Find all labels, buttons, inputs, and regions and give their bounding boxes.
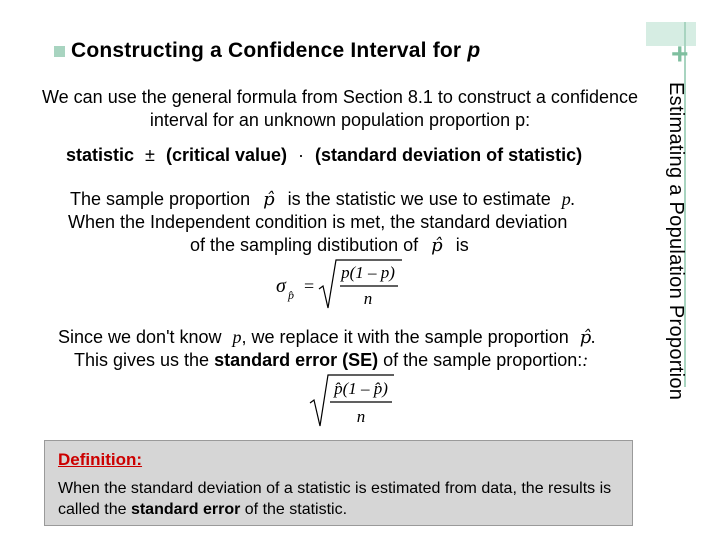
bullet-icon: [54, 46, 65, 57]
sigma-symbol: σ: [276, 275, 286, 297]
sigma-subscript: p̂: [288, 288, 294, 302]
equals-sign: =: [304, 276, 315, 296]
formula-times: ·: [298, 145, 305, 165]
para1-line2: When the Independent condition is met, the standard deviation: [68, 212, 568, 232]
para1-line3: [190, 233, 469, 258]
p-symbol: p: [561, 189, 571, 209]
p-hat-symbol-3: p̂: [579, 327, 592, 348]
definition-text: [58, 478, 618, 520]
se-denominator: n: [356, 407, 366, 426]
para2-line1: [58, 325, 596, 350]
para1-line1-b: is the statistic we use to estimate: [287, 189, 551, 209]
intro-text: We can use the general formula from Section 8.1 to construct a confidence interval for an unknown population proportion p:: [42, 87, 638, 130]
period-symbol: .: [570, 189, 576, 209]
para2-line2-b: of the sample proportion:: [383, 350, 583, 370]
title-prefix: Constructing a Confidence Interval for: [71, 39, 462, 62]
sigma-numerator: p(1 – p): [341, 263, 395, 282]
slide-title: [54, 38, 480, 64]
standard-error-formula: [308, 372, 398, 432]
title-variable: p: [467, 39, 481, 62]
para2-line1-b: , we replace it with the sample proportion: [241, 327, 569, 347]
se-numerator: p̂(1 – p̂): [334, 379, 388, 398]
para2-line2-a: This gives us the: [74, 350, 210, 370]
para2-line1-a: Since we don't know: [58, 327, 222, 347]
plus-icon: +: [671, 38, 689, 71]
para1-line3-a: of the sampling distibution of: [190, 235, 419, 255]
formula-std-dev: (standard deviation of statistic): [315, 145, 583, 165]
definition-term: standard error: [130, 501, 241, 518]
sigma-p-hat-formula: [270, 256, 410, 314]
standard-error-term: standard error (SE): [214, 350, 379, 370]
period-symbol-2: .: [591, 327, 596, 347]
para1-line3-b: is: [455, 235, 469, 255]
definition-text-a: When the standard deviation of a statistic is estimated from data, the results is called the: [58, 480, 612, 518]
para2-line2: [74, 348, 588, 372]
para1-line1: [70, 187, 575, 212]
colon-symbol: :: [582, 350, 589, 370]
definition-title: Definition:: [58, 450, 143, 469]
definition-text-b: of the statistic.: [244, 501, 348, 518]
p-hat-symbol: p̂: [263, 189, 275, 210]
title-text: [71, 39, 480, 63]
formula-critical-value: (critical value): [165, 145, 288, 165]
p-symbol-2: p: [232, 327, 242, 347]
para1-line1-a: The sample proportion: [70, 189, 251, 209]
formula-plus-minus: ±: [145, 145, 155, 165]
sigma-denominator: n: [363, 289, 373, 308]
formula-statistic: statistic: [66, 145, 135, 165]
p-hat-symbol-2: p̂: [431, 235, 443, 256]
side-section-title: Estimating a Population Proportion: [665, 82, 687, 401]
general-formula: [66, 145, 582, 166]
